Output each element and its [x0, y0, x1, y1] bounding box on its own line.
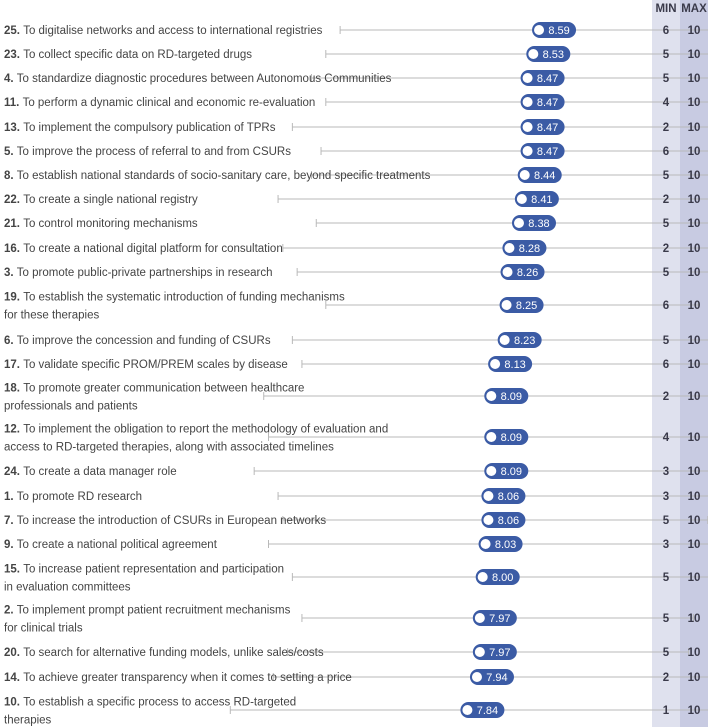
row-label: 10. To establish a specific process to access RD-targeted	[4, 696, 297, 709]
max-value: 10	[687, 97, 701, 109]
min-value: 5	[662, 515, 670, 527]
row-label: 24. To create a data manager role	[4, 466, 177, 478]
mean-value-label: 8.26	[516, 267, 539, 279]
max-value: 10	[687, 122, 701, 134]
mean-marker-dot	[472, 672, 482, 682]
max-value: 10	[687, 432, 701, 444]
chart-row	[4, 463, 708, 479]
mean-value-label: 8.47	[536, 73, 559, 85]
row-label: 21. To control monitoring mechanisms	[4, 218, 198, 230]
max-value: 10	[687, 515, 701, 527]
mean-marker-dot	[502, 300, 512, 310]
max-value: 10	[687, 25, 701, 37]
min-value: 2	[662, 391, 670, 403]
max-value: 10	[687, 391, 701, 403]
mean-marker-dot	[462, 705, 472, 715]
row-label-cont: in evaluation committees	[4, 581, 131, 594]
mean-value-label: 7.97	[489, 647, 511, 659]
row-label: 12. To implement the obligation to report the methodology of evaluation and	[4, 423, 389, 436]
min-column-header: MIN	[655, 3, 677, 15]
mean-marker-dot	[523, 122, 533, 132]
max-value: 10	[687, 572, 701, 584]
mean-marker-dot	[475, 613, 485, 623]
min-value: 3	[662, 466, 670, 478]
mean-marker-dot	[486, 466, 496, 476]
mean-marker-dot	[486, 432, 496, 442]
min-value: 6	[662, 300, 670, 312]
min-value: 2	[662, 672, 670, 684]
chart-row	[4, 488, 708, 504]
chart-row	[4, 94, 708, 110]
mean-marker-dot	[517, 194, 527, 204]
chart-row	[4, 70, 708, 86]
max-value: 10	[687, 218, 701, 230]
chart-row	[4, 240, 708, 256]
mean-value-label: 8.13	[504, 359, 526, 371]
chart-row	[4, 644, 700, 660]
min-value: 3	[662, 539, 670, 551]
chart-row	[4, 215, 708, 231]
max-column-header: MAX	[681, 3, 707, 15]
chart-row	[4, 332, 708, 348]
mean-value-label: 7.84	[476, 705, 499, 717]
row-label: 19. To establish the systematic introduction of funding mechanisms	[4, 291, 345, 304]
min-value: 5	[662, 335, 670, 347]
max-value: 10	[687, 613, 701, 625]
mean-marker-dot	[534, 25, 544, 35]
max-value: 10	[687, 647, 701, 659]
min-value: 5	[662, 73, 670, 85]
row-label-cont: therapies	[4, 714, 52, 727]
max-value: 10	[687, 194, 701, 206]
mean-value-label: 8.38	[528, 218, 550, 230]
max-value: 10	[687, 672, 701, 684]
chart-row	[4, 46, 708, 62]
chart-row	[4, 512, 708, 528]
chart-row	[4, 292, 700, 322]
max-value: 10	[687, 170, 701, 182]
min-value: 5	[662, 49, 670, 61]
mean-marker-dot	[481, 539, 491, 549]
row-label: 15. To increase patient representation and participation	[4, 563, 285, 576]
row-label: 25. To digitalise networks and access to international registries	[4, 25, 323, 37]
min-value: 1	[662, 705, 670, 717]
min-value: 2	[662, 194, 670, 206]
max-value: 10	[687, 267, 701, 279]
chart-row	[4, 424, 708, 454]
min-value: 2	[662, 122, 670, 134]
chart-rows	[4, 22, 708, 727]
row-label: 11. To perform a dynamic clinical and economic re-evaluation	[4, 97, 316, 109]
chart-row	[4, 564, 708, 594]
row-label: 16. To create a national digital platform for consultation	[4, 243, 283, 255]
mean-marker-dot	[475, 647, 485, 657]
mean-value-label: 8.03	[494, 539, 517, 551]
mean-marker-dot	[500, 335, 510, 345]
row-label: 23. To collect specific data on RD-targeted drugs	[4, 49, 253, 61]
mean-value-label: 8.28	[518, 243, 541, 255]
mean-value-label: 8.41	[531, 194, 553, 206]
max-value: 10	[687, 146, 701, 158]
mean-value-label: 8.53	[542, 49, 565, 61]
min-value: 5	[662, 572, 670, 584]
row-label: 18. To promote greater communication between healthcare	[4, 382, 305, 395]
mean-value-label: 8.00	[491, 572, 514, 584]
mean-marker-dot	[523, 97, 533, 107]
mean-value-label: 8.09	[500, 391, 523, 403]
mean-value-label: 8.47	[536, 97, 559, 109]
row-label: 17. To validate specific PROM/PREM scales by disease	[4, 359, 288, 371]
max-value: 10	[687, 466, 701, 478]
chart-row	[4, 697, 708, 727]
chart-row	[4, 536, 708, 552]
mean-value-label: 8.06	[497, 491, 520, 503]
mean-marker-dot	[514, 218, 524, 228]
row-label-cont: access to RD-targeted therapies, along with associated timelines	[4, 441, 334, 454]
chart-row	[4, 191, 708, 207]
max-value: 10	[687, 335, 701, 347]
mean-value-label: 8.47	[536, 122, 559, 134]
chart-row	[4, 264, 708, 280]
max-value: 10	[687, 539, 701, 551]
chart-row	[4, 22, 708, 38]
chart-row	[4, 167, 708, 183]
row-label-cont: for clinical trials	[4, 622, 83, 635]
min-value: 5	[662, 647, 670, 659]
mean-marker-dot	[483, 515, 493, 525]
min-value: 6	[662, 146, 670, 158]
max-value: 10	[687, 705, 701, 717]
mean-value-label: 8.09	[500, 466, 523, 478]
mean-marker-dot	[490, 359, 500, 369]
row-label: 2. To implement prompt patient recruitment mechanisms	[4, 604, 291, 617]
row-label: 1. To promote RD research	[4, 491, 143, 503]
mean-value-label: 8.09	[500, 432, 523, 444]
max-value: 10	[687, 300, 701, 312]
row-label: 8. To establish national standards of socio-sanitary care, beyond specific treatments	[4, 170, 431, 182]
mean-marker-dot	[503, 267, 513, 277]
min-value: 5	[662, 613, 670, 625]
min-value: 5	[662, 267, 670, 279]
row-label: 14. To achieve greater transparency when it comes to setting a price	[4, 672, 352, 684]
mean-marker-dot	[478, 572, 488, 582]
chart-row	[4, 383, 708, 413]
min-value: 4	[662, 432, 670, 444]
mean-value-label: 7.94	[486, 672, 508, 684]
min-value: 5	[662, 170, 670, 182]
mean-marker-dot	[483, 491, 493, 501]
max-value: 10	[687, 359, 701, 371]
min-value: 5	[662, 218, 670, 230]
row-label: 5. To improve the process of referral to and from CSURs	[4, 146, 291, 158]
mean-marker-dot	[486, 391, 496, 401]
row-label: 9. To create a national political agreement	[4, 539, 217, 551]
mean-value-label: 8.06	[497, 515, 520, 527]
min-value: 3	[662, 491, 670, 503]
chart-row	[4, 143, 708, 159]
mean-value-label: 8.44	[534, 170, 556, 182]
mean-value-label: 8.25	[515, 300, 538, 312]
row-label: 4. To standardize diagnostic procedures between Autonomous Communities	[4, 73, 392, 85]
row-label: 22. To create a single national registry	[4, 194, 198, 206]
min-value: 4	[662, 97, 670, 109]
min-value: 6	[662, 25, 670, 37]
mean-marker-dot	[523, 73, 533, 83]
max-value: 10	[687, 243, 701, 255]
mean-value-label: 8.47	[536, 146, 559, 158]
row-label: 3. To promote public-private partnerships in research	[4, 267, 273, 279]
mean-value-label: 8.23	[513, 335, 536, 347]
max-value: 10	[687, 49, 701, 61]
row-label: 7. To increase the introduction of CSURs in European networks	[4, 515, 327, 527]
max-value: 10	[687, 73, 701, 85]
min-value: 6	[662, 359, 670, 371]
max-value: 10	[687, 491, 701, 503]
row-label: 20. To search for alternative funding models, unlike sales/costs	[4, 647, 324, 659]
mean-value-label: 7.97	[489, 613, 511, 625]
min-value: 2	[662, 243, 670, 255]
mean-marker-dot	[528, 49, 538, 59]
mean-value-label: 8.59	[548, 25, 570, 37]
chart-row	[4, 605, 700, 635]
row-label-cont: for these therapies	[4, 309, 100, 322]
mean-marker-dot	[520, 170, 530, 180]
row-label-cont: professionals and patients	[4, 400, 138, 413]
chart-row	[4, 356, 708, 372]
mean-marker-dot	[523, 146, 533, 156]
row-label: 13. To implement the compulsory publication of TPRs	[4, 122, 276, 134]
chart-row	[4, 669, 708, 685]
mean-marker-dot	[504, 243, 514, 253]
row-label: 6. To improve the concession and funding of CSURs	[4, 335, 271, 347]
chart-row	[4, 119, 708, 135]
